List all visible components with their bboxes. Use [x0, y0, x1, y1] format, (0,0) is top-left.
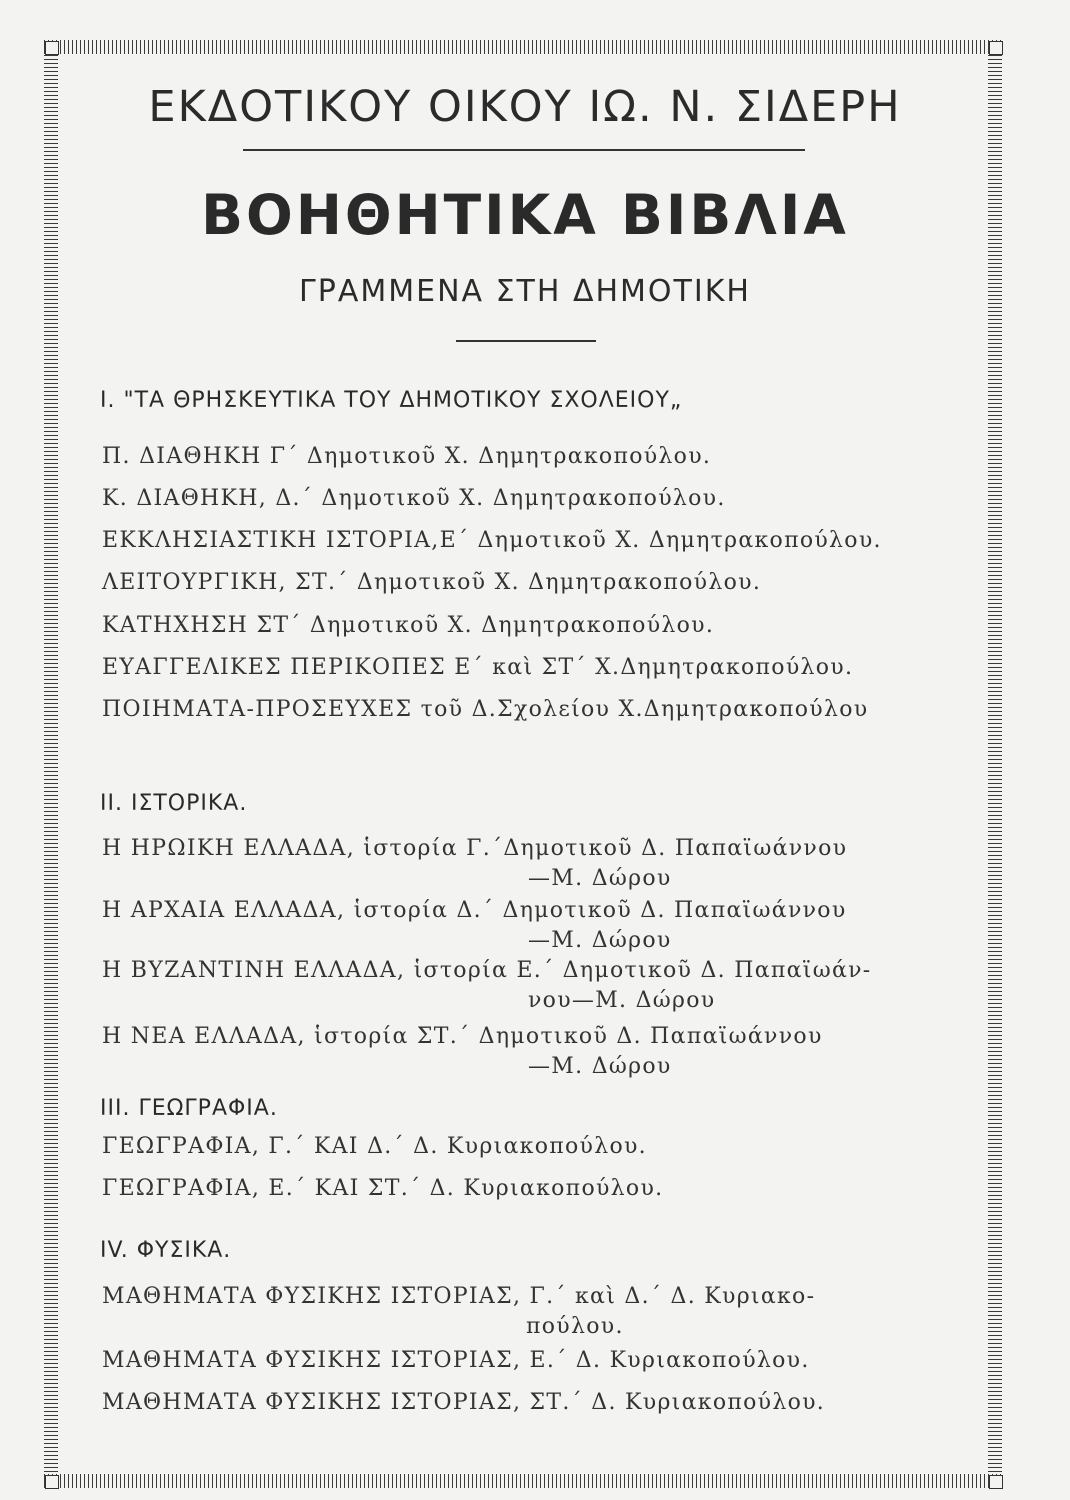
corner-ornament-icon	[45, 41, 59, 55]
book-entry: ΕΚΚΛΗΣΙΑΣΤΙΚΗ ΙΣΤΟΡΙΑ,Ε΄ Δημοτικοῦ Χ. Δημητρακοπούλου.	[102, 528, 882, 553]
book-entry: Κ. ΔΙΑΘΗΚΗ, Δ.΄ Δημοτικοῦ Χ. Δημητρακοπούλου.	[102, 486, 726, 511]
book-entry: Π. ΔΙΑΘΗΚΗ Γ΄ Δημοτικοῦ Χ. Δημητρακοπούλου.	[102, 444, 712, 469]
book-entry-continuation: πούλου.	[526, 1314, 624, 1339]
frame-left-border	[44, 40, 58, 1488]
section-heading-physics: ΙV. ΦΥΣΙΚΑ.	[100, 1238, 232, 1263]
frame-bottom-border	[44, 1474, 1002, 1488]
corner-ornament-icon	[989, 41, 1003, 55]
book-entry-continuation: —Μ. Δώρου	[528, 928, 672, 953]
page-subtitle: ΓΡΑΜΜΕΝΑ ΣΤΗ ΔΗΜΟΤΙΚΗ	[299, 274, 751, 309]
book-entry: ΕΥΑΓΓΕΛΙΚΕΣ ΠΕΡΙΚΟΠΕΣ Ε΄ καὶ ΣΤ΄ Χ.Δημητρακοπούλου.	[102, 655, 854, 680]
divider	[456, 340, 596, 342]
publisher-name: ΕΚΔΟΤΙΚΟΥ ΟΙΚΟΥ ΙΩ. Ν. ΣΙΔΕΡΗ	[148, 82, 902, 132]
book-entry: ΠΟΙΗΜΑΤΑ-ΠΡΟΣΕΥΧΕΣ τοῦ Δ.Σχολείου Χ.Δημητρακοπούλου	[102, 697, 869, 722]
page-title: ΒΟΗΘΗΤΙΚΑ ΒΙΒΛΙΑ	[201, 183, 849, 247]
book-entry-continuation: —Μ. Δώρου	[528, 866, 672, 891]
section-heading-religion: Ι. "ΤΑ ΘΡΗΣΚΕΥΤΙΚΑ ΤΟΥ ΔΗΜΟΤΙΚΟΥ ΣΧΟΛΕΙΟΥ„	[100, 388, 683, 413]
book-entry: Η ΑΡΧΑΙΑ ΕΛΛΑΔΑ, ἱστορία Δ.΄ Δημοτικοῦ Δ. Παπαϊωάννου	[102, 898, 847, 923]
book-entry: ΛΕΙΤΟΥΡΓΙΚΗ, ΣΤ.΄ Δημοτικοῦ Χ. Δημητρακοπούλου.	[102, 570, 762, 595]
divider	[243, 149, 805, 151]
book-entry-continuation: —Μ. Δώρου	[528, 1054, 672, 1079]
book-entry: ΓΕΩΓΡΑΦΙΑ, Ε.΄ ΚΑΙ ΣΤ.΄ Δ. Κυριακοπούλου.	[102, 1176, 664, 1201]
book-entry-continuation: νου—Μ. Δώρου	[528, 988, 716, 1013]
corner-ornament-icon	[989, 1475, 1003, 1489]
frame-right-border	[988, 40, 1002, 1488]
book-entry: ΚΑΤΗΧΗΣΗ ΣΤ΄ Δημοτικοῦ Χ. Δημητρακοπούλου.	[102, 613, 715, 638]
book-entry: ΓΕΩΓΡΑΦΙΑ, Γ.΄ ΚΑΙ Δ.΄ Δ. Κυριακοπούλου.	[102, 1134, 647, 1159]
book-entry: Η ΒΥΖΑΝΤΙΝΗ ΕΛΛΑΔΑ, ἱστορία Ε.΄ Δημοτικοῦ Δ. Παπαϊωάν-	[102, 958, 872, 983]
book-entry: ΜΑΘΗΜΑΤΑ ΦΥΣΙΚΗΣ ΙΣΤΟΡΙΑΣ, Ε.΄ Δ. Κυριακοπούλου.	[102, 1348, 810, 1373]
frame-top-border	[44, 40, 1002, 54]
section-heading-geography: ΙΙΙ. ΓΕΩΓΡΑΦΙΑ.	[100, 1096, 278, 1121]
book-entry: Η ΝΕΑ ΕΛΛΑΔΑ, ἱστορία ΣΤ.΄ Δημοτικοῦ Δ. Παπαϊωάννου	[102, 1024, 823, 1049]
book-entry: ΜΑΘΗΜΑΤΑ ΦΥΣΙΚΗΣ ΙΣΤΟΡΙΑΣ, Γ.΄ καὶ Δ.΄ Δ. Κυριακο-	[102, 1284, 816, 1309]
book-entry: Η ΗΡΩΙΚΗ ΕΛΛΑΔΑ, ἱστορία Γ.΄Δημοτικοῦ Δ. Παπαϊωάννου	[102, 836, 848, 861]
corner-ornament-icon	[45, 1475, 59, 1489]
book-entry: ΜΑΘΗΜΑΤΑ ΦΥΣΙΚΗΣ ΙΣΤΟΡΙΑΣ, ΣΤ.΄ Δ. Κυριακοπούλου.	[102, 1390, 826, 1415]
section-heading-history: ΙΙ. ΙΣΤΟΡΙΚΑ.	[100, 791, 248, 816]
